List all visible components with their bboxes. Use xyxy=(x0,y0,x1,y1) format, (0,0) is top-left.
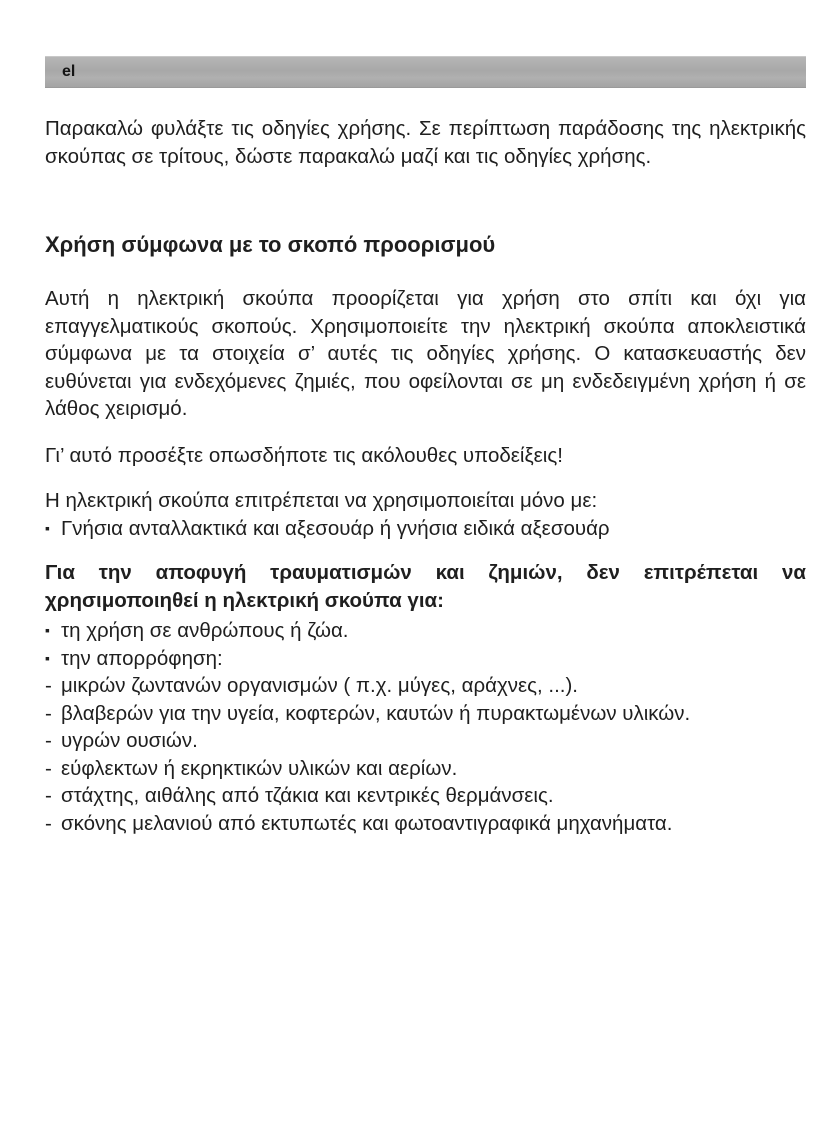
dash-marker: - xyxy=(45,729,52,752)
warning-subitem xyxy=(45,700,806,728)
section-title: Χρήση σύμφωνα με το σκοπό προορισμού xyxy=(45,232,496,257)
warning-subitem xyxy=(45,755,806,783)
warning-subitem-text: στάχτης, αιθάλης από τζάκια και κεντρικές θερμάνσεις. xyxy=(61,784,554,807)
warning-subitem xyxy=(45,810,806,838)
square-bullet-icon: ▪ xyxy=(45,519,50,536)
language-code-label: el xyxy=(62,63,76,80)
dash-marker: - xyxy=(45,674,52,697)
allowed-use-lead: Η ηλεκτρική σκούπα επιτρέπεται να χρησιμοποιείται μόνο με: xyxy=(45,489,598,512)
square-bullet-icon: ▪ xyxy=(45,622,50,638)
dash-marker: - xyxy=(45,756,52,780)
square-bullet-icon: ▪ xyxy=(45,649,50,666)
language-bar xyxy=(45,56,806,88)
warning-subitem-text: εύφλεκτων ή εκρηκτικών υλικών και αερίων. xyxy=(61,756,458,780)
warning-subitem-text: υγρών ουσιών. xyxy=(61,729,198,752)
warning-subitem xyxy=(45,672,806,700)
warning-item-text: την απορρόφηση: xyxy=(61,646,223,670)
page-content xyxy=(45,0,806,837)
warning-item xyxy=(45,617,806,645)
allowed-use-item-text: Γνήσια ανταλλακτικά και αξεσουάρ ή γνήσια ειδικά αξεσουάρ xyxy=(61,516,610,540)
note-paragraph: Γι’ αυτό προσέξτε οπωσδήποτε τις ακόλουθες υποδείξεις! xyxy=(45,443,563,467)
warning-subitem xyxy=(45,727,806,755)
intro-paragraph: Παρακαλώ φυλάξτε τις οδηγίες χρήσης. Σε περίπτωση παράδοσης της ηλεκτρικής σκούπας σε τρίτους, δώστε παρακαλώ μαζί και τις οδηγίες χρήσης. xyxy=(45,117,806,168)
intended-use-paragraph: Αυτή η ηλεκτρική σκούπα προορίζεται για χρήση στο σπίτι και όχι για επαγγελματικούς σκοπούς. Χρησιμοποιείτε την ηλεκτρική σκούπα αποκλειστικά σύμφωνα με τα στοιχεία σ’ αυτές τις οδηγίες χρήσης. Ο κατασκευαστής δεν ευθύνεται για ενδεχόμενες ζημιές, που οφείλονται σε μη ενδεδειγμένη χρήση ή σε λάθος χειρισμό. xyxy=(45,287,806,420)
warning-subitem-text: σκόνης μελανιού από εκτυπωτές και φωτοαντιγραφικά μηχανήματα. xyxy=(61,811,673,835)
warning-item-text: τη χρήση σε ανθρώπους ή ζώα. xyxy=(61,619,349,642)
warning-subitem-text: βλαβερών για την υγεία, κοφτερών, καυτών ή πυρακτωμένων υλικών. xyxy=(61,701,691,725)
warning-subitem-text: μικρών ζωντανών οργανισμών ( π.χ. μύγες, αράχνες, ...). xyxy=(61,674,578,697)
warning-subitem xyxy=(45,782,806,810)
warning-item xyxy=(45,645,806,673)
dash-marker: - xyxy=(45,701,52,725)
dash-marker: - xyxy=(45,784,52,807)
warning-title: Για την αποφυγή τραυματισμών και ζημιών, δεν επιτρέπεται να χρησιμοποιηθεί η ηλεκτρική σκούπα για: xyxy=(45,561,806,612)
dash-marker: - xyxy=(45,811,52,835)
allowed-use-item xyxy=(45,515,806,543)
